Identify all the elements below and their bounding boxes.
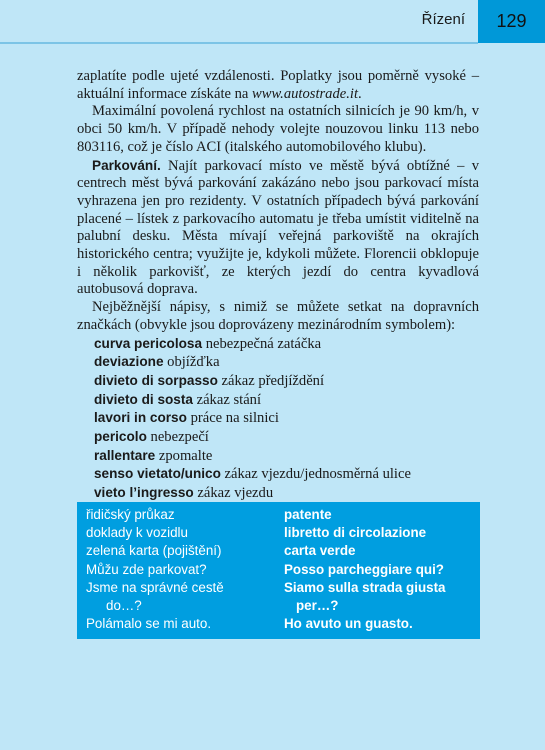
header-rule [0,42,478,44]
sign-list-item [94,447,479,466]
body-text [77,68,479,503]
paragraph-speed-limit: Maximální povolená rychlost na ostatních silnicích je 90 km/h, v obci 50 km/h. V případě nehody volejte nouzovou linku 113 nebo 803116, což je číslo ACI (italského automobilového klubu). [77,103,479,155]
phrase-italian: carta verde [284,543,356,559]
sign-italian-term: pericolo [94,429,147,445]
sign-italian-term: curva pericolosa [94,335,203,351]
sign-italian-term: divieto di sosta [94,391,193,407]
sign-czech-meaning: zákaz předjíždění [217,372,325,389]
sign-czech-meaning: objížďka [163,354,220,371]
phrase-italian: Posso parcheggiare qui? [284,561,444,577]
sign-list-item [94,484,479,503]
sign-list-item [94,428,479,447]
sign-czech-meaning: nebezpečí [146,429,209,446]
phrase-row [86,615,480,633]
paragraph-tolls-end: . [358,85,362,102]
paragraph-parking [77,157,479,300]
sign-list-item [94,465,479,484]
phrase-box [77,502,480,639]
sign-list-item [94,409,479,428]
sign-italian-term: senso vietato/unico [94,466,221,482]
phrase-czech: Jsme na správné cestě [86,579,224,595]
sign-czech-meaning: zpomalte [155,447,213,464]
sign-italian-term: lavori in corso [94,410,187,426]
phrase-row [86,506,480,524]
sign-czech-meaning: zákaz vjezdu [193,485,274,502]
parking-text: Najít parkovací místo ve městě bývá obtížné – v centrech měst bývá parkování zakázáno nebo jsou parkovací místa vyhrazena jen pro rezidenty. V ostatních případech bývá parkování placené – lístek z parkovacího automatu je třeba umístit viditelně na palubní desku. Města mívají veřejná parkoviště na okrajích historického centra; využijte je, kdykoli můžete. Florencii obklopuje i několik parkovišť, ze kterých jezdí do centra kyvadlová autobusová doprava. [77,157,479,298]
phrase-row [86,597,480,615]
sign-czech-meaning: práce na silnici [186,410,279,427]
phrase-czech: řidičský průkaz [86,507,175,522]
phrase-italian: per…? [296,598,339,614]
phrase-czech: zelená karta (pojištění) [86,543,222,559]
sign-list-item [94,335,479,354]
phrase-row [86,579,480,597]
road-sign-list [77,335,479,503]
phrase-italian: libretto di circolazione [284,525,427,541]
paragraph-signs-intro: Nejběžnější nápisy, s nimiž se můžete setkat na dopravních značkách (obvykle jsou doprovázeny mezinárodním symbolem): [77,299,479,333]
phrase-italian: Ho avuto un guasto. [284,616,413,632]
phrase-czech: doklady k vozidlu [86,525,188,541]
paragraph-tolls-text: zaplatíte podle ujeté vzdálenosti. Poplatky jsou poměrně vysoké – aktuální informace získáte na [77,68,479,102]
sign-italian-term: vieto l’ingresso [94,485,194,501]
phrase-row [86,524,480,542]
sign-czech-meaning: nebezpečná zatáčka [202,335,322,352]
phrase-czech: Můžu zde parkovat? [86,561,207,577]
parking-heading: Parkování. [92,157,161,173]
autostrade-link[interactable]: www.autostrade.it [252,85,359,102]
sign-italian-term: rallentare [94,447,156,463]
sign-list-item [94,372,479,391]
sign-czech-meaning: zákaz stání [192,391,262,408]
page-number: 129 [478,0,545,43]
phrase-row [86,542,480,560]
sign-list-item [94,353,479,372]
sign-czech-meaning: zákaz vjezdu/jednosměrná ulice [220,466,411,483]
phrase-italian: patente [284,507,332,522]
paragraph-tolls [77,68,479,103]
phrase-czech: do…? [106,598,142,614]
sign-list-item [94,391,479,410]
section-title: Řízení [421,11,465,28]
phrase-czech: Polámalo se mi auto. [86,616,212,632]
phrase-row [86,561,480,579]
sign-italian-term: deviazione [94,354,164,370]
sign-italian-term: divieto di sorpasso [94,372,218,388]
phrase-italian: Siamo sulla strada giusta [284,579,446,595]
